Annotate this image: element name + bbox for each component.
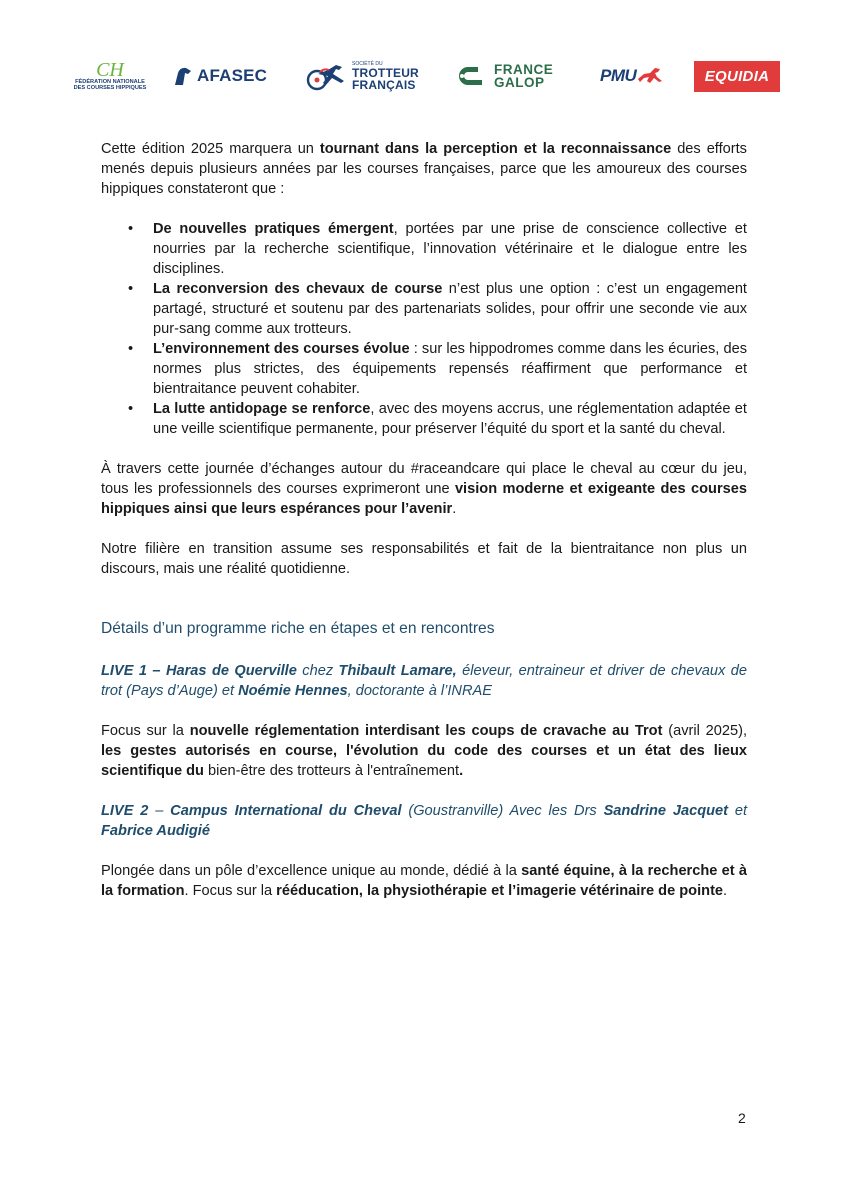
live2-focus-paragraph [101, 861, 747, 901]
fnch-logo-line2: DES COURSES HIPPIQUES [73, 85, 147, 91]
text-run: – [148, 803, 171, 819]
text-run-bold: tournant dans la perception et la reconnaissance [319, 141, 672, 157]
bullet-text: n’est plus une option : c’est un engagement partagé, structuré et soutenu par des partenariats solides, pour offrir une seconde vie aux pur-sang comme aux trotteurs. [153, 281, 747, 337]
live1-heading [101, 661, 747, 701]
trotter-sulky-icon [306, 61, 348, 91]
text-run-bold: Thibault Lamare, [338, 663, 457, 679]
text-run: bien-être des trotteurs à l'entraînement [203, 763, 460, 779]
text-run-bold: Campus International du Cheval [170, 803, 402, 819]
text-run: . Focus sur la [184, 883, 277, 899]
page-number: 2 [738, 1110, 746, 1126]
text-run: chez [296, 663, 339, 679]
afasec-logo-text: AFASEC [197, 66, 268, 85]
text-run-bold: nouvelle réglementation interdisant les coups de cravache au Trot [189, 723, 663, 739]
document-body [101, 139, 747, 901]
setf-logo [306, 56, 422, 96]
live1-focus-paragraph [101, 721, 747, 781]
bullet-text: , avec des moyens accrus, une réglementation adaptée et une veille scientifique permanente, pour préserver l’équité du sport et la santé du cheval. [153, 401, 747, 437]
raceandcare-paragraph [101, 459, 747, 519]
equidia-logo-text: EQUIDIA [704, 68, 770, 85]
text-run-bold: LIVE 2 [101, 803, 149, 819]
equidia-logo [694, 61, 780, 92]
live2-heading [101, 801, 747, 841]
text-run: Cette édition 2025 marquera un [101, 141, 320, 157]
text-run: éleveur, entraineur et driver de chevaux de trot (Pays d’Auge) et [101, 663, 748, 699]
bullet-item [153, 399, 747, 439]
bullet-bold: La lutte antidopage se renforce [153, 401, 371, 417]
fnch-logo [70, 56, 150, 96]
setf-logo-small: SOCIÉTÉ DU [352, 61, 383, 67]
text-run-bold: Noémie Hennes [238, 683, 348, 699]
text-run: (Goustranville) Avec les Drs [401, 803, 604, 819]
text-run: . [452, 501, 457, 517]
transition-paragraph: Notre filière en transition assume ses responsabilités et fait de la bientraitance non plus un discours, mais une réalité quotidienne. [101, 541, 747, 577]
bullet-bold: L’environnement des courses évolue [153, 341, 410, 357]
text-run-bold: Fabrice Audigié [101, 823, 210, 839]
intro-paragraph [101, 139, 747, 199]
text-run: et [728, 803, 748, 819]
text-run: Focus sur la [101, 723, 190, 739]
text-run: À travers cette journée d’échanges autour du #raceandcare qui place le cheval au cœur du jeu, tous les professionnels des courses exprimeront une [101, 461, 747, 497]
galloping-horse-icon [636, 65, 664, 87]
bullet-text: , portées par une prise de conscience collective et nourries par la recherche scientifique, l’innovation vétérinaire et le dialogue entre les disciplines. [153, 221, 747, 277]
horseshoe-icon [448, 64, 488, 88]
horse-head-icon [172, 65, 194, 87]
text-run: . [723, 883, 728, 899]
france-galop-line2: GALOP [494, 75, 545, 90]
fnch-logo-mark: CH [96, 58, 124, 81]
fnch-logo-line1: FÉDÉRATION NATIONALE [75, 78, 145, 85]
bullet-item [153, 339, 747, 399]
text-run-bold: rééducation, la physiothérapie et l’imagerie vétérinaire de pointe [276, 883, 724, 899]
pmu-logo [600, 56, 672, 96]
setf-logo-line2: FRANÇAIS [352, 78, 416, 92]
france-galop-logo [448, 56, 568, 96]
text-run-bold: santé équine, à la recherche et à la formation [101, 863, 747, 899]
bullet-list [101, 219, 747, 439]
afasec-logo [172, 56, 282, 96]
text-run: (avril 2025), [662, 723, 747, 739]
text-run: , doctorante à l’INRAE [347, 683, 492, 699]
france-galop-line1: FRANCE [494, 62, 554, 77]
setf-logo-line1: TROTTEUR [352, 66, 419, 80]
text-run-bold: LIVE 1 – Haras de Querville [101, 663, 297, 679]
bullet-bold: De nouvelles pratiques émergent [153, 221, 394, 237]
pmu-logo-text: PMU [600, 66, 637, 85]
section-title: Détails d’un programme riche en étapes et en rencontres [101, 620, 495, 637]
text-run-bold: . [459, 763, 464, 779]
text-run-bold: Sandrine Jacquet [603, 803, 728, 819]
text-run: Plongée dans un pôle d’excellence unique au monde, dédié à la [101, 863, 522, 879]
text-run-bold: vision moderne et exigeante des courses hippiques ainsi que leurs espérances pour l’avenir [101, 481, 747, 517]
bullet-item [153, 279, 747, 339]
text-run: des efforts menés depuis plusieurs années par les courses françaises, parce que les amoureux des courses hippiques constateront que : [101, 141, 747, 197]
bullet-item [153, 219, 747, 279]
partner-logos [70, 56, 780, 96]
bullet-text: : sur les hippodromes comme dans les écuries, des normes plus strictes, des équipements repensés réaffirment que performance et bientraitance peuvent cohabiter. [153, 341, 747, 397]
bullet-bold: La reconversion des chevaux de course [153, 281, 443, 297]
text-run-bold: les gestes autorisés en course, l'évolution du code des courses et un état des lieux scientifique du [101, 743, 747, 779]
